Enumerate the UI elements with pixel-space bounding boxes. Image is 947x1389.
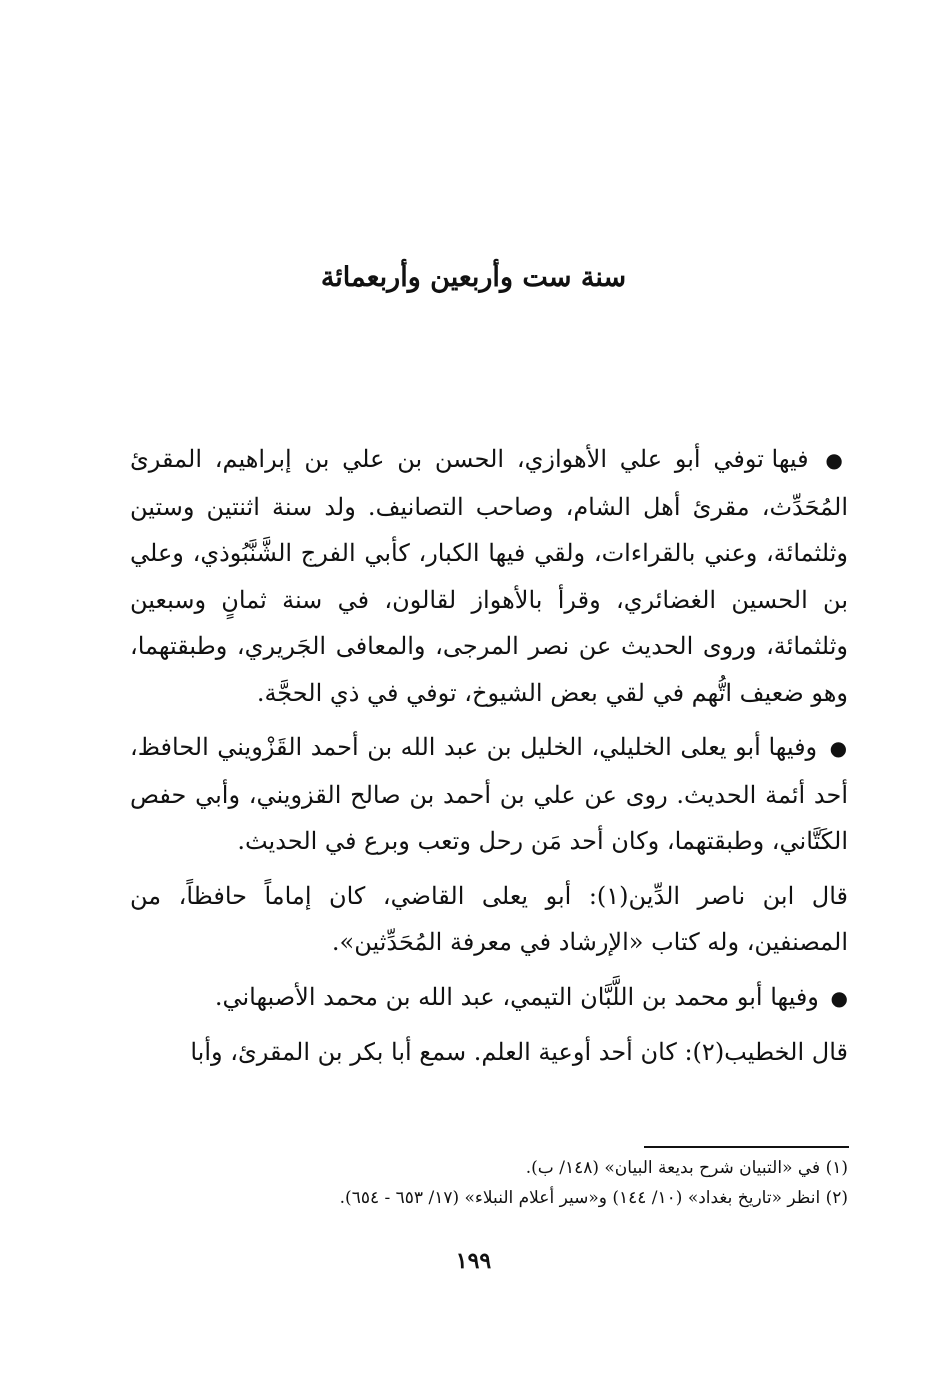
paragraph-text: قال ابن ناصر الدِّين(١): أبو يعلى القاضي، كان إماماً حافظاً، من المصنفين، وله كتاب «الإرشاد في معرفة المُحَدِّثين».	[130, 881, 848, 956]
footnote-1: (١) في «التبيان شرح بديعة البيان» (١٤٨/ ب).	[525, 1158, 848, 1178]
paragraph-text: قال الخطيب(٢): كان أحد أوعية العلم. سمع أبا بكر بن المقرئ، وأبا	[190, 1038, 848, 1066]
bullet-icon: ●	[829, 736, 849, 760]
paragraph-3	[130, 873, 848, 966]
paragraph-5	[130, 1029, 848, 1076]
paragraph-text: فيها توفي أبو علي الأهوازي، الحسن بن علي بن إبراهيم، المقرئ المُحَدِّث، مقرئ أهل الشام، وصاحب التصانيف. ولد سنة اثنتين وستين وثلثمائة، وعني بالقراءات، ولقي فيها الكبار، كأبي الفرج الشَّنَّبُوذي، وعلي بن الحسين الغضائري، وقرأ بالأهواز لقالون، في سنة ثمانٍ وسبعين وثلثمائة، وروى الحديث عن نصر المرجى، والمعافى الجَريري، وطبقتهما، وهو ضعيف اتُّهم في لقي بعض الشيوخ، توفي في ذي الحجَّة.	[130, 445, 849, 707]
footnote-2: (٢) انظر «تاريخ بغداد» (١٠/ ١٤٤) و«سير أعلام النبلاء» (١٧/ ٦٥٣ - ٦٥٤).	[339, 1188, 848, 1208]
bullet-icon: ●	[830, 985, 848, 1010]
paragraph-text: وفيها أبو محمد بن اللَّبَّان التيمي، عبد الله بن محمد الأصبهاني.	[214, 982, 819, 1011]
main-text	[130, 436, 848, 1084]
footnote-divider	[644, 1146, 849, 1148]
page-number: ١٩٩	[455, 1248, 492, 1274]
chapter-title: سنة ست وأربعين وأربعمائة	[320, 262, 627, 293]
footnotes	[130, 1153, 848, 1213]
paragraph-4	[130, 974, 848, 1022]
bullet-icon: ●	[825, 448, 848, 472]
paragraph-1	[130, 436, 848, 716]
paragraph-2	[130, 724, 848, 865]
paragraph-text: وفيها أبو يعلى الخليلي، الخليل بن عبد الله بن أحمد القَزْويني الحافظ، أحد أئمة الحديث. روى عن علي بن أحمد بن صالح القزويني، وأبي حفص الكَتَّاني، وطبقتهما، وكان أحد مَن رحل وتعب وبرع في الحديث.	[130, 733, 848, 855]
